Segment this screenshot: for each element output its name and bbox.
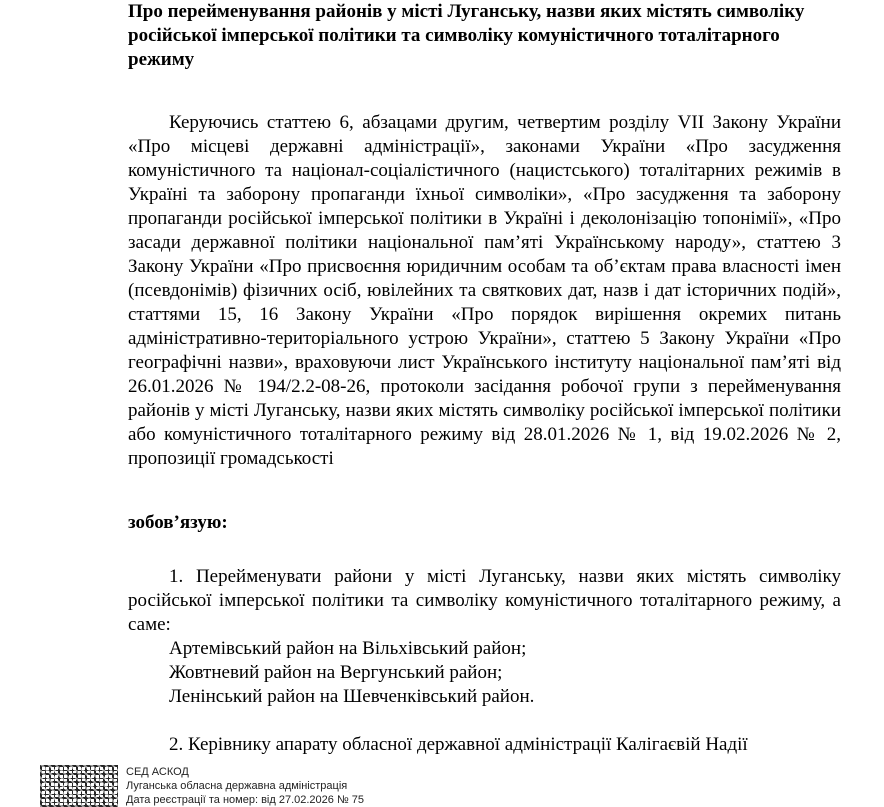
stamp-organization: Луганська обласна державна адміністрація bbox=[126, 780, 348, 792]
item-1-paragraph: 1. Перейменувати райони у місті Луганську, назви яких містять символіку російської імперської політики та символіку комуністичного тоталітарного режиму, а саме: bbox=[128, 566, 841, 635]
rename-item-leninskyi: Ленінський район на Шевченківський район. bbox=[169, 686, 535, 707]
rename-item-artemivskyi: Артемівський район на Вільхівський район; bbox=[169, 638, 527, 659]
stamp-registration: Дата реєстрації та номер: від 27.02.2026 № 75 bbox=[126, 794, 365, 806]
item-2-paragraph: 2. Керівнику апарату обласної державної адміністрації Калігаєвій Надії bbox=[169, 734, 748, 755]
preamble-paragraph: Керуючись статтею 6, абзацами другим, четвертим розділу VII Закону України «Про місцеві державні адміністрації», законами України «Про засудження комуністичного та націонал-соціалістичного (нацистського) тоталітарних режимів в Україні та заборону пропаганди їхньої символіки», «Про засудження та заборону пропаганди російської імперської політики в Україні і деколонізацію топонімії», «Про засади державної політики національної пам’яті Українському народу», статтею 3 Закону України «Про присвоєння юридичним особам та об’єктам права власності імен (псевдонімів) фізичних осіб, ювілейних та святкових дат, назв і дат історичних подій», статтями 15, 16 Закону України «Про порядок вирішення окремих питань адміністративно-територіального устрою України», статтею 5 Закону України «Про географічні назви», враховуючи лист Українського інституту національної пам’яті від 26.01.2026 № 194/2.2-08-26, протоколи засідання робочої групи з перейменування районів у місті Луганську, назви яких містять символіку російської імперської політики або комуністичного тоталітарного режиму від 28.01.2026 № 1, від 19.02.2026 № 2, пропозиції громадськості bbox=[128, 112, 841, 469]
qr-code-icon bbox=[40, 765, 118, 807]
registration-stamp bbox=[40, 765, 600, 807]
stamp-text bbox=[126, 765, 364, 807]
stamp-system: СЕД АСКОД bbox=[126, 766, 189, 778]
rename-item-zhovtnevyi: Жовтневий район на Вергунський район; bbox=[169, 662, 503, 683]
resolve-word: зобов’язую: bbox=[128, 512, 228, 533]
rename-list bbox=[169, 637, 534, 709]
document-title: Про перейменування районів у місті Луганську, назви яких містять символіку російської імперської політики та символіку комуністичного тоталітарного режиму bbox=[128, 1, 805, 70]
